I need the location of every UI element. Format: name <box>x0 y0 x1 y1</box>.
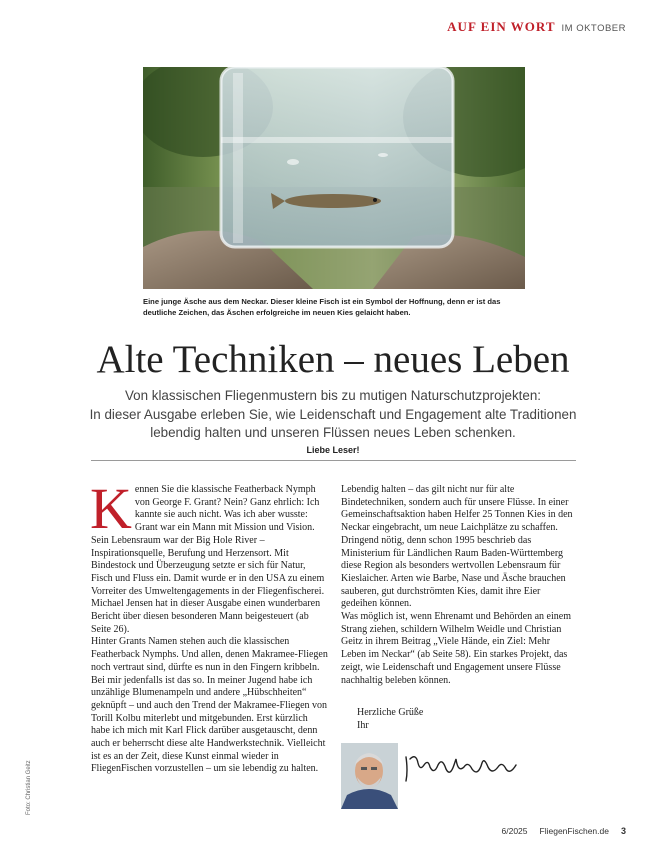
body-column-left <box>90 476 328 776</box>
subheadline-line: lebendig halten und unseren Flüssen neues Leben schenken. <box>150 425 516 440</box>
closing-line: Ihr <box>357 720 369 731</box>
website: FliegenFischen.de <box>539 826 609 836</box>
paragraph: Michael Jensen hat in dieser Ausgabe einen wunderbaren Bericht über diesen besonderen Mann beigesteuert (ab Seite 26). <box>91 598 321 635</box>
headline: Alte Techniken – neues Leben <box>96 338 570 381</box>
salutation: Liebe Leser! <box>306 445 360 455</box>
subheadline <box>80 387 586 443</box>
subheadline-line: Von klassischen Fliegenmustern bis zu mutigen Naturschutzprojekten: <box>124 388 542 403</box>
page-number: 3 <box>620 826 626 836</box>
author-portrait <box>341 743 398 809</box>
paragraph: ennen Sie die klassische Featherback Nymph von George F. Grant? Nein? Ganz ehrlich: Ich kannte sie auch nicht. Was ich aber wusste: Grant war ein Mann mit Mission und Vision. Sein Lebensraum war der Big Hole River – Inspirationsquelle, Berufung und Herzensort. Mit Bindestock und Überzeugung setzte er sich für Natur, Fisch und Fluss ein. Damit wurde er in den USA zu einem Vorreiter des Umweltengagements in der Fliegenfischerei. <box>91 484 325 597</box>
divider <box>91 460 576 461</box>
issue-number: 6/2025 <box>501 826 528 836</box>
signature <box>402 745 520 787</box>
subheadline-line: In dieser Ausgabe erleben Sie, wie Leidenschaft und Engagement alte Traditionen <box>89 406 577 422</box>
closing-line: Herzliche Grüße <box>357 707 424 718</box>
section-subtitle: IM OKTOBER <box>561 23 626 34</box>
closing <box>357 706 423 732</box>
fish-photo <box>143 67 525 289</box>
body-column-right <box>341 484 576 687</box>
photo-credit: Foto: Christian Geitz <box>26 760 32 815</box>
paragraph: Lebendig halten – das gilt nicht nur für alte Bindetechniken, sondern auch für unsere Flüsse. In einer Gemeinschaftsaktion haben Helfer 25 Tonnen Kies in den Neckar eingebracht, um neue Laichplätze zu schaffen. Dringend nötig, denn schon 1995 beschrieb das Ministerium für Ländlichen Raum Baden-Württemberg diese Region als besonders wertvollen Lebensraum für Kieslaicher. Arten wie Barbe, Nase und Äsche brauchen sauberen, gut durchströmten Kies, damit ihre Eier gedeihen können. <box>341 484 573 610</box>
paragraph: Hinter Grants Namen stehen auch die klassischen Featherback Nymphs. Und allen, denen Makramee-Fliegen noch vertraut sind, dürfte es nun in den Fingern kribbeln. Bei mir jedenfalls ist das so. In meiner Jugend habe ich unzählige Blumenampeln und andere „Hübschheiten“ geknüpft – und auch den Trend der Makramee-Fliegen von Torill Kolbu miterlebt und mitgebunden. Erst kürzlich habe ich mich mit Karl Flick darüber ausgetauscht, denn auch er beherrscht diese alte Handwerkstechnik. Vielleicht ist es an der Zeit, diese Kunst einmal wieder in FliegenFischen vorzustellen – um sie lebendig zu halten. <box>91 636 328 775</box>
page-footer <box>502 826 626 836</box>
dropcap: K <box>90 476 132 541</box>
section-header <box>447 19 626 35</box>
section-title: AUF EIN WORT <box>447 19 556 34</box>
photo-caption: Eine junge Äsche aus dem Neckar. Dieser kleine Fisch ist ein Symbol der Hoffnung, denn er ist das deutliche Zeichen, das Äschen erfolgreiche im neuen Kies gelaicht haben. <box>143 297 501 317</box>
paragraph: Was möglich ist, wenn Ehrenamt und Behörden an einem Strang ziehen, schildern Wilhelm Weidle und Christian Geitz in ihrem Beitrag „Viele Hände, ein Ziel: Mehr Leben im Neckar“ (ab Seite 58). Ein starkes Projekt, das zeigt, wie Leidenschaft und Engagement unsere Flüsse nachhaltig beleben können. <box>341 611 571 686</box>
